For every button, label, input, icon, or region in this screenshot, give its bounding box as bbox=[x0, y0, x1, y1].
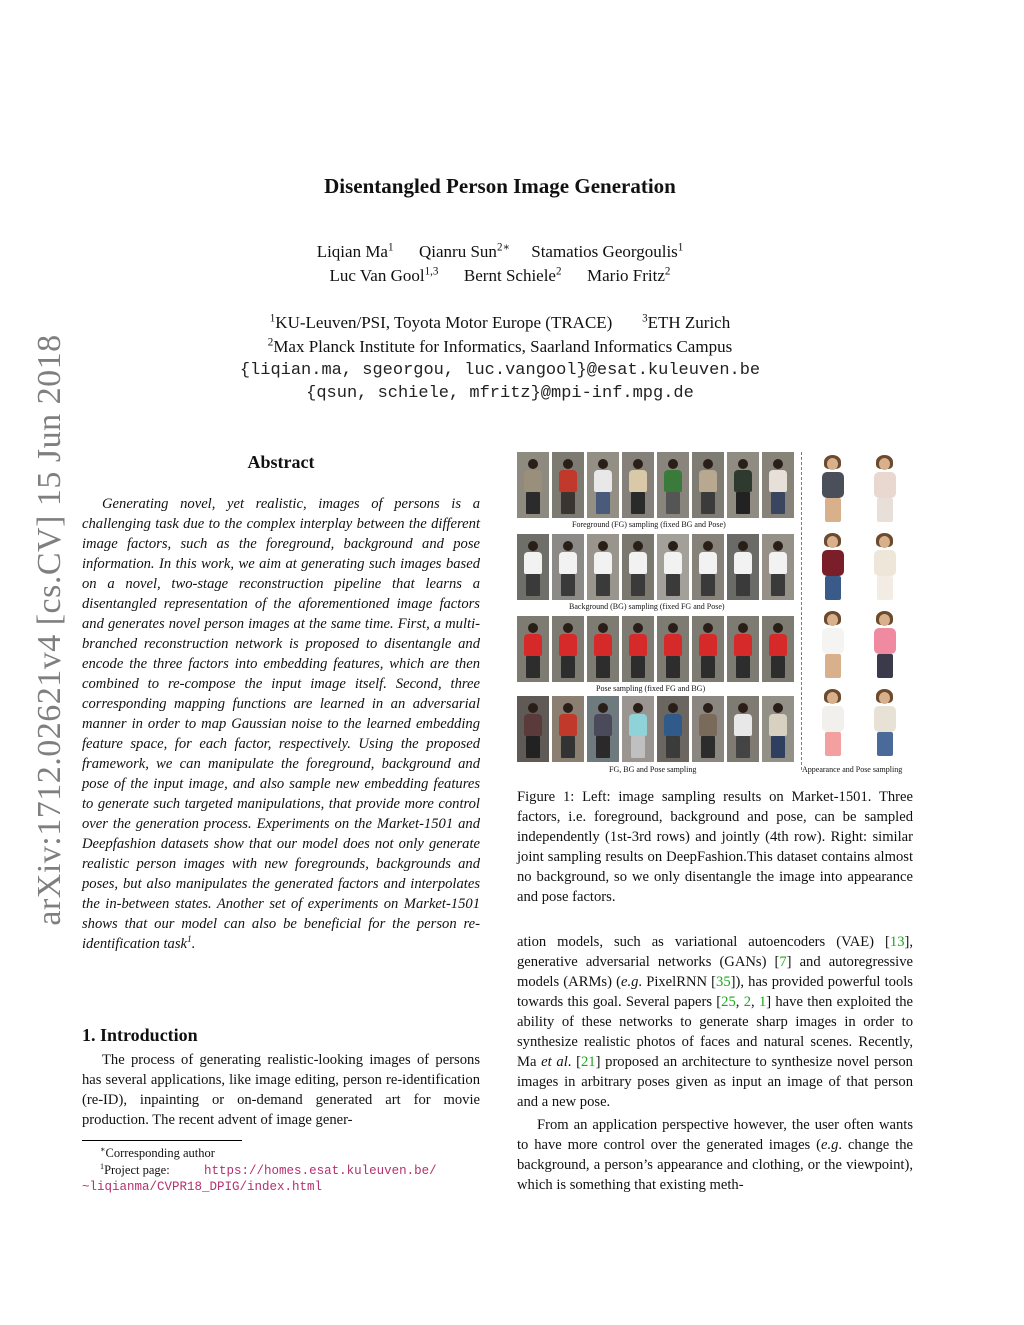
fashion-thumbnail bbox=[862, 686, 908, 758]
author-line-2 bbox=[0, 266, 1000, 286]
person-head bbox=[633, 541, 643, 551]
person-thumbnail bbox=[587, 616, 619, 682]
person-legs bbox=[631, 736, 645, 758]
text-run: , bbox=[735, 994, 744, 1010]
person-torso bbox=[524, 552, 542, 574]
intro-heading: 1. Introduction bbox=[82, 1025, 198, 1045]
right-col-paragraph-1 bbox=[517, 932, 913, 1112]
person-legs bbox=[701, 574, 715, 596]
person-head bbox=[773, 703, 783, 713]
person-head bbox=[598, 703, 608, 713]
text-run: ] proposed an architecture to synthesize novel person images in arbitrary poses given as input an image of that person and a new pose. bbox=[517, 1054, 913, 1110]
text-run: . [ bbox=[567, 1054, 581, 1070]
model-bottom bbox=[877, 732, 893, 756]
person-thumbnail bbox=[517, 616, 549, 682]
person-head bbox=[528, 541, 538, 551]
model-bottom bbox=[877, 576, 893, 600]
caption-appearance-pose: Appearance and Pose sampling bbox=[802, 765, 903, 774]
model-top bbox=[874, 472, 896, 498]
author-sup: 2∗ bbox=[496, 241, 510, 254]
person-torso bbox=[629, 714, 647, 736]
citation-21[interactable]: 21 bbox=[580, 1054, 596, 1070]
footnote-ref: 1 bbox=[186, 935, 192, 946]
person-legs bbox=[561, 736, 575, 758]
email-line-1: {liqian.ma, sgeorgou, luc.vangool}@esat.kuleuven.be bbox=[239, 361, 761, 380]
model-bottom bbox=[825, 654, 841, 678]
person-thumbnail bbox=[657, 696, 689, 762]
text-run: ation models, such as variational autoencoders (VAE) [ bbox=[517, 934, 890, 950]
person-head bbox=[633, 703, 643, 713]
model-head bbox=[827, 614, 838, 626]
fashion-thumbnail bbox=[810, 530, 856, 602]
person-head bbox=[738, 703, 748, 713]
person-torso bbox=[734, 470, 752, 492]
person-thumbnail bbox=[657, 616, 689, 682]
person-head bbox=[528, 703, 538, 713]
person-thumbnail bbox=[552, 696, 584, 762]
person-torso bbox=[734, 552, 752, 574]
person-head bbox=[563, 459, 573, 469]
person-legs bbox=[701, 492, 715, 514]
person-legs bbox=[561, 492, 575, 514]
caption-pose-sampling: Pose sampling (fixed FG and BG) bbox=[596, 684, 706, 693]
person-torso bbox=[629, 552, 647, 574]
person-legs bbox=[736, 656, 750, 678]
model-top bbox=[874, 706, 896, 732]
citation-35[interactable]: 35 bbox=[716, 974, 731, 990]
person-thumbnail bbox=[727, 534, 759, 600]
author-name: Liqian Ma bbox=[316, 242, 388, 261]
person-torso bbox=[559, 714, 577, 736]
abstract-heading: Abstract bbox=[247, 452, 315, 472]
fashion-thumbnail bbox=[810, 608, 856, 680]
citation-25[interactable]: 25 bbox=[721, 994, 736, 1010]
person-head bbox=[563, 623, 573, 633]
person-thumbnail bbox=[587, 696, 619, 762]
person-legs bbox=[526, 736, 540, 758]
abstract-text: Generating novel, yet realistic, images of persons is a challenging task due to the complex interplay between the different image factors, such as the foreground, background and pose information. In this work, we aim at generating such images based on a novel, two-stage reconstruction pipeline that learns a disentangled representation of the aforementioned image factors and generates novel person images at the same time. First, a multi-branched reconstruction network is proposed to disentangle and encode the three factors into embedding features, which are then combined to re-compose the input image itself. Second, three corresponding mapping functions are learned in an adversarial manner in order to map Gaussian noise to the learned embedding feature space, for each factor, respectively. Using the proposed framework, we can manipulate the foreground, background and pose of the input image, and also sample new embedding features to generate such targeted manipulations, that provide more control over the generation process. Experiments on the Market-1501 and Deepfashion datasets show that our model does not only generate realistic person images with new foregrounds, backgrounds and poses, but also manipulates the generated factors and interpolates the in-between states. Another set of experiments on Market-1501 shows that our model can also be beneficial for the person re-identification task bbox=[82, 496, 480, 952]
person-thumbnail bbox=[692, 534, 724, 600]
person-legs bbox=[701, 736, 715, 758]
text-run: . PixelRNN [ bbox=[638, 974, 717, 990]
person-head bbox=[563, 541, 573, 551]
model-head bbox=[879, 536, 890, 548]
fashion-thumbnail bbox=[862, 452, 908, 524]
person-thumbnail bbox=[517, 452, 549, 518]
affiliation-line-2 bbox=[0, 337, 1000, 357]
person-legs bbox=[666, 574, 680, 596]
person-legs bbox=[596, 574, 610, 596]
person-head bbox=[773, 541, 783, 551]
person-thumbnail bbox=[552, 534, 584, 600]
person-legs bbox=[596, 736, 610, 758]
person-legs bbox=[666, 492, 680, 514]
person-torso bbox=[734, 714, 752, 736]
person-legs bbox=[666, 656, 680, 678]
person-torso bbox=[524, 714, 542, 736]
text-run: . change the background, a person’s appearance and clothing, or the viewpoint), which is something that existing meth- bbox=[517, 1137, 913, 1193]
person-thumbnail bbox=[517, 534, 549, 600]
person-legs bbox=[701, 656, 715, 678]
person-torso bbox=[594, 634, 612, 656]
person-thumbnail bbox=[692, 616, 724, 682]
person-legs bbox=[596, 492, 610, 514]
person-legs bbox=[561, 574, 575, 596]
text-run: e.g bbox=[620, 974, 639, 990]
person-torso bbox=[594, 552, 612, 574]
citation-13[interactable]: 13 bbox=[889, 934, 905, 950]
person-head bbox=[773, 459, 783, 469]
model-bottom bbox=[825, 498, 841, 522]
model-top bbox=[874, 550, 896, 576]
person-head bbox=[598, 623, 608, 633]
citation-7[interactable]: 7 bbox=[779, 954, 787, 970]
person-head bbox=[703, 459, 713, 469]
person-legs bbox=[631, 656, 645, 678]
aff-sup: 1 bbox=[269, 312, 276, 325]
person-head bbox=[668, 541, 678, 551]
author-line-1 bbox=[0, 242, 1000, 262]
person-torso bbox=[559, 470, 577, 492]
fashion-thumbnail bbox=[810, 686, 856, 758]
model-top bbox=[822, 706, 844, 732]
person-head bbox=[633, 459, 643, 469]
model-head bbox=[827, 536, 838, 548]
intro-body: The process of generating realistic-looking images of persons has several applications, like image editing, person re-identification (re-ID), inpainting or on-demand generated art for movie production. The recent advent of image gener- bbox=[82, 1052, 480, 1128]
text-run: ], generative adversarial networks (GANs) [ bbox=[517, 934, 913, 970]
person-thumbnail bbox=[552, 616, 584, 682]
footnote-rule bbox=[82, 1140, 242, 1141]
person-torso bbox=[699, 714, 717, 736]
email-line-2: {qsun, schiele, mfritz}@mpi-inf.mpg.de bbox=[306, 384, 694, 403]
footnote-mark: 1 bbox=[100, 1161, 105, 1171]
project-url-part1[interactable]: https://homes.esat.kuleuven.be/ bbox=[204, 1164, 437, 1178]
author-name: Qianru Sun bbox=[419, 242, 497, 261]
person-torso bbox=[699, 552, 717, 574]
person-torso bbox=[559, 634, 577, 656]
person-legs bbox=[526, 574, 540, 596]
text-run: ] and autoregressive models (ARMs) ( bbox=[517, 954, 913, 990]
person-legs bbox=[771, 736, 785, 758]
author-sup: 1 bbox=[387, 241, 394, 254]
person-torso bbox=[524, 470, 542, 492]
affiliation-2: Max Planck Institute for Informatics, Saarland Informatics Campus bbox=[273, 337, 733, 356]
person-thumbnail bbox=[762, 534, 794, 600]
arxiv-id: arXiv:1712.02621v4 [cs.CV] 15 Jun 2018 bbox=[31, 334, 68, 926]
person-head bbox=[563, 703, 573, 713]
person-thumbnail bbox=[762, 696, 794, 762]
person-thumbnail bbox=[692, 452, 724, 518]
person-torso bbox=[769, 470, 787, 492]
person-torso bbox=[559, 552, 577, 574]
figure-divider bbox=[801, 452, 802, 770]
person-torso bbox=[629, 634, 647, 656]
person-torso bbox=[769, 714, 787, 736]
person-thumbnail bbox=[622, 696, 654, 762]
person-torso bbox=[699, 634, 717, 656]
abstract-end: . bbox=[191, 936, 196, 952]
person-legs bbox=[631, 574, 645, 596]
person-torso bbox=[594, 470, 612, 492]
model-top bbox=[822, 472, 844, 498]
person-thumbnail bbox=[622, 616, 654, 682]
person-torso bbox=[664, 714, 682, 736]
caption-joint-sampling: FG, BG and Pose sampling bbox=[609, 765, 697, 774]
footnote-mark: ∗ bbox=[100, 1144, 106, 1154]
model-top bbox=[822, 550, 844, 576]
person-head bbox=[598, 541, 608, 551]
person-torso bbox=[769, 552, 787, 574]
model-head bbox=[879, 692, 890, 704]
text-run: ]), has provided powerful tools towards this goal. Several papers [ bbox=[517, 974, 913, 1010]
person-legs bbox=[771, 656, 785, 678]
person-head bbox=[738, 623, 748, 633]
person-thumbnail bbox=[762, 452, 794, 518]
person-torso bbox=[524, 634, 542, 656]
strip-fg-sampling bbox=[517, 452, 795, 518]
person-torso bbox=[664, 552, 682, 574]
project-url-part2[interactable]: ~liqianma/CVPR18_DPIG/index.html bbox=[82, 1180, 323, 1194]
fashion-thumbnail bbox=[862, 530, 908, 602]
model-bottom bbox=[825, 576, 841, 600]
person-torso bbox=[769, 634, 787, 656]
person-legs bbox=[561, 656, 575, 678]
person-thumbnail bbox=[587, 452, 619, 518]
person-thumbnail bbox=[517, 696, 549, 762]
person-legs bbox=[666, 736, 680, 758]
author-sup: 2 bbox=[555, 265, 562, 278]
person-torso bbox=[594, 714, 612, 736]
author-name: Mario Fritz bbox=[587, 266, 665, 285]
author-sup: 1,3 bbox=[424, 265, 439, 278]
model-head bbox=[827, 692, 838, 704]
text-run: ] have then exploited the ability of these networks to generate sharp images in order to synthesize realistic photos of faces and natural scenes. Recently, Ma bbox=[517, 994, 914, 1070]
figure-1 bbox=[517, 452, 913, 778]
model-bottom bbox=[877, 498, 893, 522]
text-run: From an application perspective however, the user often wants to have more control over the generated images ( bbox=[517, 1117, 913, 1153]
author-name: Luc Van Gool bbox=[329, 266, 425, 285]
person-legs bbox=[771, 574, 785, 596]
abstract-body bbox=[82, 494, 480, 954]
caption-bg-sampling: Background (BG) sampling (fixed FG and Pose) bbox=[569, 602, 725, 611]
person-head bbox=[668, 459, 678, 469]
text-run: , bbox=[751, 994, 759, 1010]
person-torso bbox=[664, 470, 682, 492]
model-bottom bbox=[825, 732, 841, 756]
person-legs bbox=[736, 492, 750, 514]
person-head bbox=[668, 703, 678, 713]
person-head bbox=[668, 623, 678, 633]
person-thumbnail bbox=[622, 534, 654, 600]
person-thumbnail bbox=[727, 696, 759, 762]
person-legs bbox=[736, 736, 750, 758]
affiliation-1: KU-Leuven/PSI, Toyota Motor Europe (TRACE) bbox=[275, 313, 613, 332]
person-legs bbox=[596, 656, 610, 678]
person-head bbox=[703, 623, 713, 633]
fashion-thumbnail bbox=[810, 452, 856, 524]
fashion-thumbnail bbox=[862, 608, 908, 680]
affiliation-line-1 bbox=[0, 313, 1000, 333]
author-name: Stamatios Georgoulis bbox=[531, 242, 678, 261]
person-head bbox=[703, 541, 713, 551]
model-top bbox=[822, 628, 844, 654]
person-head bbox=[633, 623, 643, 633]
right-col-paragraph-2 bbox=[517, 1115, 913, 1195]
person-head bbox=[738, 459, 748, 469]
model-head bbox=[879, 458, 890, 470]
author-sup: 2 bbox=[664, 265, 671, 278]
person-thumbnail bbox=[727, 452, 759, 518]
affiliation-3: ETH Zurich bbox=[647, 313, 731, 332]
citation-1[interactable]: 1 bbox=[758, 994, 767, 1010]
person-thumbnail bbox=[657, 452, 689, 518]
aff-sup: 3 bbox=[642, 312, 648, 325]
person-thumbnail bbox=[552, 452, 584, 518]
person-thumbnail bbox=[622, 452, 654, 518]
person-thumbnail bbox=[762, 616, 794, 682]
person-thumbnail bbox=[587, 534, 619, 600]
caption-fg-sampling: Foreground (FG) sampling (fixed BG and Pose) bbox=[572, 520, 726, 529]
person-head bbox=[773, 623, 783, 633]
model-bottom bbox=[877, 654, 893, 678]
strip-bg-sampling bbox=[517, 534, 795, 600]
paper-title: Disentangled Person Image Generation bbox=[324, 174, 676, 198]
citation-2[interactable]: 2 bbox=[743, 994, 751, 1010]
person-legs bbox=[631, 492, 645, 514]
footnote-label: Project page: bbox=[104, 1163, 170, 1177]
person-legs bbox=[526, 656, 540, 678]
person-torso bbox=[699, 470, 717, 492]
author-name: Bernt Schiele bbox=[463, 266, 556, 285]
model-top bbox=[874, 628, 896, 654]
person-head bbox=[528, 459, 538, 469]
person-head bbox=[598, 459, 608, 469]
person-head bbox=[703, 703, 713, 713]
strip-joint-sampling bbox=[517, 696, 795, 762]
person-torso bbox=[629, 470, 647, 492]
person-legs bbox=[736, 574, 750, 596]
person-torso bbox=[734, 634, 752, 656]
strip-pose-sampling bbox=[517, 616, 795, 682]
person-thumbnail bbox=[692, 696, 724, 762]
model-head bbox=[827, 458, 838, 470]
aff-sup: 2 bbox=[267, 336, 274, 349]
model-head bbox=[879, 614, 890, 626]
author-sup: 1 bbox=[677, 241, 684, 254]
text-run: e.g bbox=[820, 1137, 839, 1153]
footnote-corresponding bbox=[82, 1145, 480, 1162]
person-torso bbox=[664, 634, 682, 656]
person-head bbox=[738, 541, 748, 551]
person-legs bbox=[771, 492, 785, 514]
text-run: et al bbox=[541, 1054, 568, 1070]
person-thumbnail bbox=[727, 616, 759, 682]
figure-1-caption: Figure 1: Left: image sampling results on Market-1501. Three factors, i.e. foreground, background and pose, can be sampled independently (1st-3rd rows) and jointly (4th row). Right: similar joint sampling results on DeepFashion.This dataset contains almost no background, so we only disentangle the image into appearance and pose factors. bbox=[517, 789, 913, 905]
person-legs bbox=[526, 492, 540, 514]
footnote-project bbox=[82, 1162, 480, 1180]
person-thumbnail bbox=[657, 534, 689, 600]
person-head bbox=[528, 623, 538, 633]
footnote-text: Corresponding author bbox=[105, 1146, 215, 1160]
